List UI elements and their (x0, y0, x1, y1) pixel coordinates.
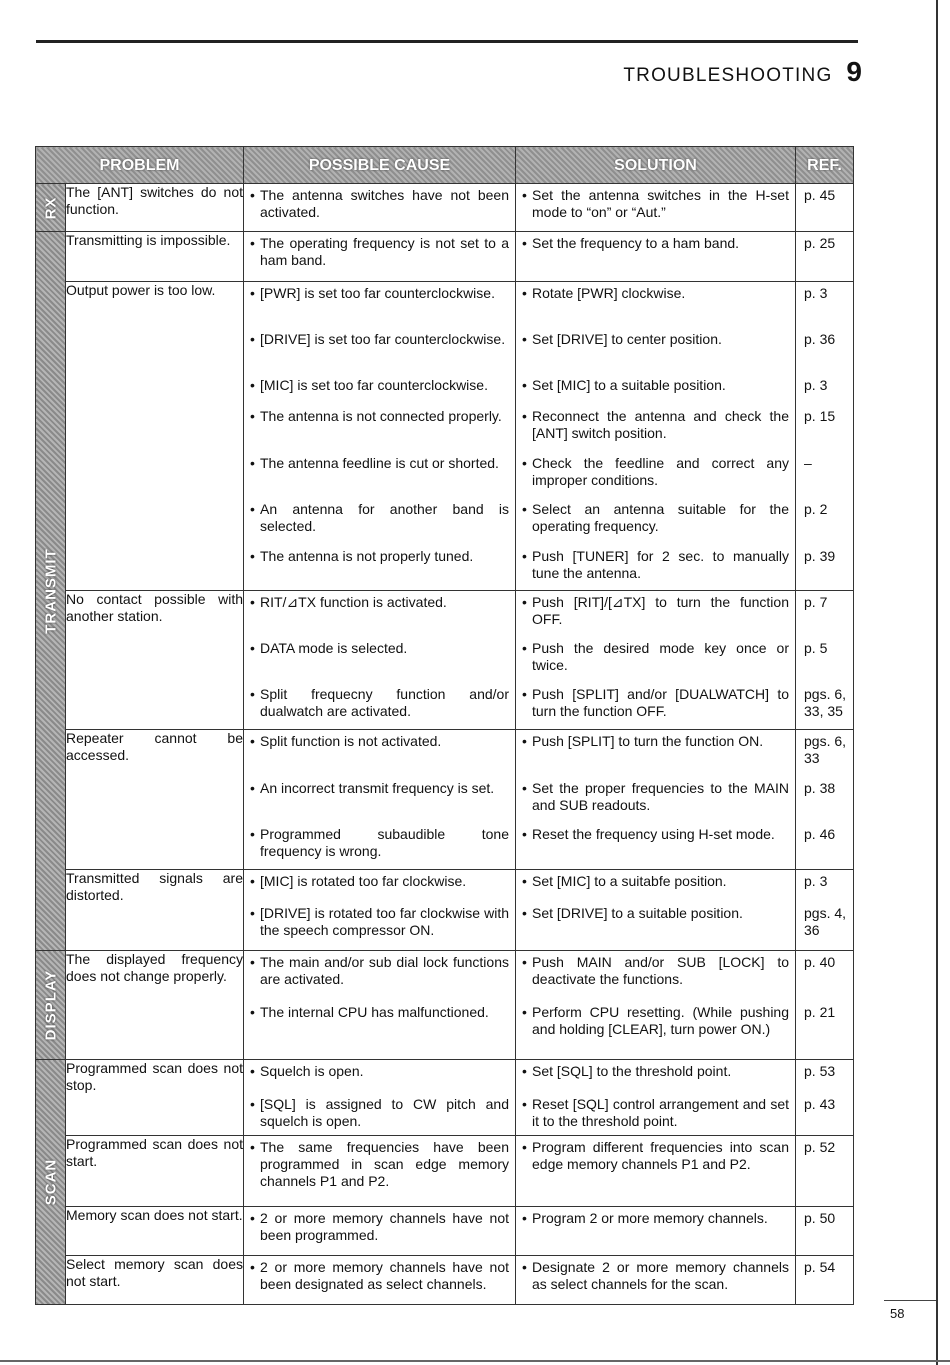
solution-cell (516, 1060, 796, 1136)
solution-text: Push [SPLIT] and/or [DUALWATCH] to turn the function OFF. (532, 686, 789, 719)
bullet-icon: • (522, 548, 527, 564)
bullet-icon: • (250, 377, 255, 393)
solution-text: Push [RIT]/[⊿TX] to turn the function OFF. (532, 594, 789, 627)
cause-cell (244, 232, 516, 282)
solution-item (516, 1093, 795, 1135)
solution-text: Push the desired mode key once or twice. (532, 640, 789, 673)
header-cause: POSSIBLE CAUSE (244, 147, 516, 184)
cause-text: 2 or more memory channels have not been programmed. (260, 1210, 509, 1243)
cause-cell (244, 1207, 516, 1256)
problem-cell: Transmitting is impossible. (66, 232, 244, 282)
ref-cell (796, 1207, 854, 1256)
cause-text: [PWR] is set too far counterclockwise. (260, 285, 495, 301)
solution-item (516, 951, 795, 1001)
cause-cell (244, 951, 516, 1060)
cause-cell (244, 591, 516, 730)
bullet-icon: • (522, 1063, 527, 1079)
ref-item: p. 46 (804, 826, 836, 842)
bullet-icon: • (522, 640, 527, 656)
bullet-icon: • (250, 1096, 255, 1112)
cause-text: The antenna is not properly tuned. (260, 548, 474, 564)
solution-cell (516, 951, 796, 1060)
table-row (36, 232, 854, 282)
bullet-icon: • (250, 1259, 255, 1275)
ref-item: p. 53 (804, 1063, 836, 1079)
category-label: TRANSMIT (42, 548, 59, 634)
problem-cell: No contact possible with another station. (66, 591, 244, 730)
table-row (36, 1136, 854, 1207)
solution-text: Push [SPLIT] to turn the function ON. (532, 733, 764, 749)
solution-cell (516, 1256, 796, 1305)
cause-item (244, 374, 515, 405)
cause-cell (244, 1136, 516, 1207)
solution-text: Designate 2 or more memory channels as select channels for the scan. (532, 1259, 789, 1292)
section-title: TROUBLESHOOTING (623, 65, 833, 86)
cause-item (244, 545, 515, 590)
ref-cell (796, 591, 854, 730)
bullet-icon: • (250, 187, 255, 203)
ref-item: p. 43 (804, 1096, 836, 1112)
ref-item: p. 36 (804, 331, 836, 347)
cause-item (244, 591, 515, 637)
cause-item (244, 777, 515, 823)
ref-cell (796, 1060, 854, 1136)
solution-cell (516, 184, 796, 232)
bullet-icon: • (250, 826, 255, 842)
ref-cell (796, 232, 854, 282)
cause-item (244, 1207, 515, 1255)
cause-text: The antenna switches have not been activated. (260, 187, 509, 220)
problem-cell: Memory scan does not start. (66, 1207, 244, 1256)
cause-text: The internal CPU has malfunctioned. (260, 1004, 489, 1020)
troubleshooting-table (35, 146, 854, 1305)
bullet-icon: • (522, 1096, 527, 1112)
solution-cell (516, 232, 796, 282)
solution-text: Reset [SQL] control arrangement and set it to the threshold point. (532, 1096, 789, 1129)
solution-cell (516, 1207, 796, 1256)
problem-cell: The [ANT] switches do not function. (66, 184, 244, 232)
table-row (36, 951, 854, 1060)
cause-text: Squelch is open. (260, 1063, 364, 1079)
bullet-icon: • (250, 905, 255, 921)
ref-item: p. 54 (804, 1259, 836, 1275)
bullet-icon: • (250, 594, 255, 610)
ref-item: p. 40 (804, 954, 836, 970)
cause-text: The main and/or sub dial lock functions are activated. (260, 954, 509, 987)
cause-text: An incorrect transmit frequency is set. (260, 780, 495, 796)
solution-text: Reset the frequency using H-set mode. (532, 826, 775, 842)
solution-text: Set [DRIVE] to a suitable position. (532, 905, 743, 921)
ref-item: pgs. 6, 33, 35 (804, 686, 847, 719)
bullet-icon: • (250, 873, 255, 889)
ref-item: pgs. 6, 33 (804, 733, 847, 766)
solution-cell (516, 730, 796, 870)
ref-item: p. 39 (804, 548, 836, 564)
cause-text: [MIC] is set too far counterclockwise. (260, 377, 488, 393)
cause-text: An antenna for another band is selected. (260, 501, 509, 534)
category-cell-transmit (36, 232, 66, 951)
solution-item (516, 902, 795, 950)
cause-item (244, 1060, 515, 1093)
cause-item (244, 405, 515, 452)
solution-item (516, 777, 795, 823)
ref-cell (796, 184, 854, 232)
bullet-icon: • (522, 873, 527, 889)
ref-item: p. 21 (804, 1004, 836, 1020)
bullet-icon: • (522, 686, 527, 702)
cause-item (244, 184, 515, 231)
solution-text: Set [MIC] to a suitabfe position. (532, 873, 727, 889)
cause-text: The antenna feedline is cut or shorted. (260, 455, 499, 471)
solution-item (516, 498, 795, 545)
solution-cell (516, 282, 796, 591)
category-label: DISPLAY (42, 969, 59, 1041)
solution-text: Push MAIN and/or SUB [LOCK] to deactivate the functions. (532, 954, 789, 987)
cause-item (244, 232, 515, 281)
bullet-icon: • (250, 235, 255, 251)
solution-text: Check the feedline and correct any improper conditions. (532, 455, 789, 488)
cause-text: [MIC] is rotated too far clockwise. (260, 873, 467, 889)
page-edge-line (936, 0, 938, 1365)
solution-item (516, 184, 795, 231)
category-cell-rx (36, 184, 66, 232)
solution-item (516, 232, 795, 281)
bullet-icon: • (522, 1004, 527, 1020)
solution-item (516, 328, 795, 374)
ref-item: p. 7 (804, 594, 828, 610)
solution-text: Set [DRIVE] to center position. (532, 331, 722, 347)
category-label: SCAN (42, 1158, 59, 1206)
ref-item: p. 15 (804, 408, 836, 424)
cause-cell (244, 870, 516, 951)
table-row (36, 1207, 854, 1256)
ref-item: p. 25 (804, 235, 836, 251)
solution-cell (516, 591, 796, 730)
category-cell-scan (36, 1060, 66, 1305)
bullet-icon: • (250, 1004, 255, 1020)
table-row (36, 184, 854, 232)
cause-item (244, 730, 515, 777)
ref-cell (796, 951, 854, 1060)
bullet-icon: • (522, 780, 527, 796)
solution-text: Set the proper frequencies to the MAIN and SUB readouts. (532, 780, 789, 813)
solution-text: Program different frequencies into scan edge memory channels P1 and P2. (532, 1139, 789, 1172)
category-cell-display (36, 951, 66, 1060)
bullet-icon: • (522, 501, 527, 517)
cause-item (244, 282, 515, 328)
problem-cell: Repeater cannot be accessed. (66, 730, 244, 870)
ref-item: p. 5 (804, 640, 828, 656)
cause-text: Split function is not activated. (260, 733, 442, 749)
page-number: 58 (890, 1306, 905, 1321)
cause-item (244, 498, 515, 545)
bullet-icon: • (522, 187, 527, 203)
bullet-icon: • (522, 1210, 527, 1226)
solution-text: Reconnect the antenna and check the [ANT] switch position. (532, 408, 789, 441)
bullet-icon: • (250, 1139, 255, 1155)
ref-item: p. 3 (804, 873, 828, 889)
cause-item (244, 870, 515, 902)
cause-text: [DRIVE] is rotated too far clockwise with the speech compressor ON. (260, 905, 509, 938)
bullet-icon: • (522, 1259, 527, 1275)
ref-item: p. 3 (804, 377, 828, 393)
page-header (623, 56, 862, 88)
ref-item: p. 52 (804, 1139, 836, 1155)
bullet-icon: • (522, 733, 527, 749)
ref-item: p. 2 (804, 501, 828, 517)
bullet-icon: • (250, 285, 255, 301)
bullet-icon: • (522, 331, 527, 347)
chapter-number: 9 (846, 56, 862, 87)
cause-cell (244, 1256, 516, 1305)
cause-item (244, 902, 515, 950)
cause-item (244, 951, 515, 1001)
bullet-icon: • (522, 826, 527, 842)
solution-item (516, 730, 795, 777)
solution-item (516, 405, 795, 452)
cause-cell (244, 730, 516, 870)
ref-cell (796, 282, 854, 591)
cause-item (244, 1256, 515, 1304)
bullet-icon: • (250, 408, 255, 424)
solution-item (516, 1136, 795, 1206)
cause-item (244, 1136, 515, 1206)
cause-cell (244, 282, 516, 591)
solution-text: Perform CPU resetting. (While pushing and holding [CLEAR], turn power ON.) (532, 1004, 789, 1037)
problem-cell: Programmed scan does not stop. (66, 1060, 244, 1136)
solution-item (516, 1256, 795, 1304)
cause-cell (244, 1060, 516, 1136)
bullet-icon: • (250, 1210, 255, 1226)
solution-text: Program 2 or more memory channels. (532, 1210, 768, 1226)
bullet-icon: • (250, 501, 255, 517)
solution-item (516, 870, 795, 902)
solution-item (516, 683, 795, 729)
cause-item (244, 683, 515, 729)
cause-text: The same frequencies have been programmed in scan edge memory channels P1 and P2. (260, 1139, 509, 1189)
bullet-icon: • (250, 548, 255, 564)
problem-cell: Transmitted signals are distorted. (66, 870, 244, 951)
table-row (36, 870, 854, 951)
table-row (36, 282, 854, 591)
solution-item (516, 282, 795, 328)
cause-text: Split frequecny function and/or dualwatch are activated. (260, 686, 509, 719)
solution-text: Set [MIC] to a suitable position. (532, 377, 726, 393)
category-label: RX (42, 196, 59, 219)
table-header-row (36, 147, 854, 184)
bullet-icon: • (522, 377, 527, 393)
bullet-icon: • (250, 640, 255, 656)
table-row (36, 1060, 854, 1136)
ref-item: pgs. 4, 36 (804, 905, 847, 938)
cause-item (244, 823, 515, 869)
ref-item: p. 45 (804, 187, 836, 203)
bullet-icon: • (522, 905, 527, 921)
problem-cell: Select memory scan does not start. (66, 1256, 244, 1305)
solution-text: Rotate [PWR] clockwise. (532, 285, 686, 301)
solution-text: Push [TUNER] for 2 sec. to manually tune the antenna. (532, 548, 789, 581)
cause-item (244, 328, 515, 374)
cause-text: 2 or more memory channels have not been designated as select channels. (260, 1259, 509, 1292)
cause-item (244, 1001, 515, 1059)
header-problem: PROBLEM (36, 147, 244, 184)
solution-item (516, 1060, 795, 1093)
ref-item: – (804, 455, 812, 471)
solution-text: Set the frequency to a ham band. (532, 235, 740, 251)
cause-text: The antenna is not connected properly. (260, 408, 502, 424)
bullet-icon: • (250, 733, 255, 749)
solution-item (516, 374, 795, 405)
table-row (36, 1256, 854, 1305)
table-row (36, 591, 854, 730)
cause-text: [DRIVE] is set too far counterclockwise. (260, 331, 506, 347)
solution-item (516, 637, 795, 683)
solution-text: Select an antenna suitable for the operating frequency. (532, 501, 789, 534)
problem-cell: Programmed scan does not start. (66, 1136, 244, 1207)
solution-item (516, 823, 795, 869)
solution-item (516, 1001, 795, 1059)
cause-text: DATA mode is selected. (260, 640, 408, 656)
cause-text: Programmed subaudible tone frequency is wrong. (260, 826, 509, 859)
cause-item (244, 452, 515, 498)
cause-item (244, 637, 515, 683)
bullet-icon: • (522, 408, 527, 424)
bullet-icon: • (250, 455, 255, 471)
problem-cell: Output power is too low. (66, 282, 244, 591)
solution-item (516, 1207, 795, 1255)
ref-cell (796, 1136, 854, 1207)
cause-item (244, 1093, 515, 1135)
bullet-icon: • (522, 235, 527, 251)
bullet-icon: • (522, 285, 527, 301)
solution-text: Set [SQL] to the threshold point. (532, 1063, 732, 1079)
problem-cell: The displayed frequency does not change properly. (66, 951, 244, 1060)
bullet-icon: • (250, 1063, 255, 1079)
bullet-icon: • (522, 954, 527, 970)
page-number-rule (884, 1300, 936, 1301)
solution-cell (516, 1136, 796, 1207)
solution-cell (516, 870, 796, 951)
solution-text: Set the antenna switches in the H-set mode to “on” or “Aut.” (532, 187, 789, 220)
header-ref: REF. (796, 147, 854, 184)
bottom-rule (0, 1360, 950, 1362)
bullet-icon: • (522, 594, 527, 610)
solution-item (516, 591, 795, 637)
cause-text: The operating frequency is not set to a ham band. (260, 235, 509, 268)
cause-text: [SQL] is assigned to CW pitch and squelch is open. (260, 1096, 509, 1129)
bullet-icon: • (250, 331, 255, 347)
ref-cell (796, 730, 854, 870)
table-row (36, 730, 854, 870)
header-solution: SOLUTION (516, 147, 796, 184)
bullet-icon: • (522, 1139, 527, 1155)
cause-cell (244, 184, 516, 232)
solution-item (516, 452, 795, 498)
solution-item (516, 545, 795, 590)
ref-item: p. 50 (804, 1210, 836, 1226)
bullet-icon: • (250, 954, 255, 970)
ref-item: p. 38 (804, 780, 836, 796)
ref-cell (796, 870, 854, 951)
bullet-icon: • (522, 455, 527, 471)
ref-item: p. 3 (804, 285, 828, 301)
cause-text: RIT/⊿TX function is activated. (260, 594, 447, 610)
ref-cell (796, 1256, 854, 1305)
bullet-icon: • (250, 686, 255, 702)
top-rule (36, 40, 858, 43)
bullet-icon: • (250, 780, 255, 796)
